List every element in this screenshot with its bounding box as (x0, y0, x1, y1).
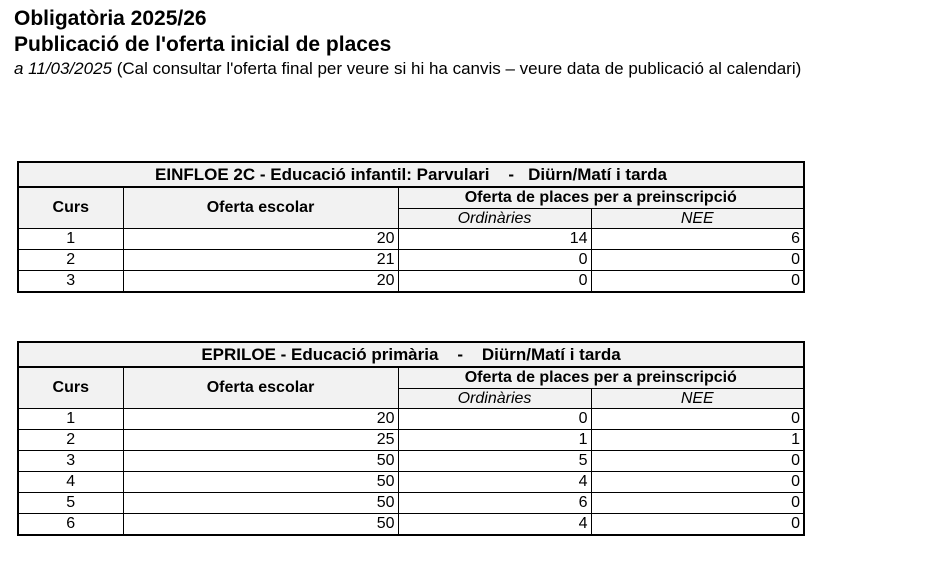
table-row (18, 514, 804, 536)
cell-ordinaries: 4 (398, 472, 591, 493)
cell-oferta: 20 (123, 229, 398, 250)
cell-ordinaries: 6 (398, 493, 591, 514)
col-header-nee: NEE (591, 209, 804, 229)
col-header-oferta-places: Oferta de places per a preinscripció (398, 187, 804, 209)
table-row (18, 430, 804, 451)
cell-curs: 3 (18, 451, 123, 472)
col-header-ordinaries: Ordinàries (398, 209, 591, 229)
col-header-nee: NEE (591, 389, 804, 409)
col-header-oferta-places: Oferta de places per a preinscripció (398, 367, 804, 389)
cell-ordinaries: 4 (398, 514, 591, 536)
cell-oferta: 50 (123, 451, 398, 472)
col-header-oferta-escolar: Oferta escolar (123, 187, 398, 229)
cell-nee: 0 (591, 493, 804, 514)
table-row (18, 409, 804, 430)
cell-oferta: 50 (123, 493, 398, 514)
col-header-curs: Curs (18, 367, 123, 409)
cell-ordinaries: 0 (398, 409, 591, 430)
table-row (18, 493, 804, 514)
cell-curs: 2 (18, 250, 123, 271)
page-header (14, 6, 801, 80)
col-header-curs: Curs (18, 187, 123, 229)
cell-nee: 0 (591, 271, 804, 293)
cell-nee: 1 (591, 430, 804, 451)
cell-curs: 4 (18, 472, 123, 493)
cell-curs: 6 (18, 514, 123, 536)
table-title: EPRILOE - Educació primària - Diürn/Matí i tarda (18, 342, 804, 367)
cell-ordinaries: 0 (398, 271, 591, 293)
cell-curs: 5 (18, 493, 123, 514)
cell-oferta: 21 (123, 250, 398, 271)
publication-date: a 11/03/2025 (14, 59, 112, 78)
cell-nee: 0 (591, 514, 804, 536)
cell-oferta: 20 (123, 271, 398, 293)
cell-curs: 1 (18, 229, 123, 250)
cell-ordinaries: 0 (398, 250, 591, 271)
cell-nee: 6 (591, 229, 804, 250)
cell-ordinaries: 5 (398, 451, 591, 472)
cell-oferta: 20 (123, 409, 398, 430)
cell-oferta: 50 (123, 514, 398, 536)
col-header-oferta-escolar: Oferta escolar (123, 367, 398, 409)
cell-nee: 0 (591, 451, 804, 472)
offer-table-einfloe (17, 161, 805, 293)
cell-oferta: 25 (123, 430, 398, 451)
cell-curs: 2 (18, 430, 123, 451)
cell-oferta: 50 (123, 472, 398, 493)
publication-note (14, 58, 801, 80)
table-row (18, 271, 804, 293)
cell-curs: 3 (18, 271, 123, 293)
cell-ordinaries: 14 (398, 229, 591, 250)
page-subtitle: Publicació de l'oferta inicial de places (14, 33, 392, 56)
publication-note-text: (Cal consultar l'oferta final per veure si hi ha canvis – veure data de publicació al calendari) (112, 59, 802, 78)
table-row (18, 472, 804, 493)
offer-table-epriloe (17, 341, 805, 536)
cell-nee: 0 (591, 250, 804, 271)
cell-ordinaries: 1 (398, 430, 591, 451)
table-title: EINFLOE 2C - Educació infantil: Parvulari - Diürn/Matí i tarda (18, 162, 804, 187)
page-title: Obligatòria 2025/26 (14, 7, 207, 30)
cell-curs: 1 (18, 409, 123, 430)
table-row (18, 250, 804, 271)
col-header-ordinaries: Ordinàries (398, 389, 591, 409)
table-row (18, 451, 804, 472)
cell-nee: 0 (591, 409, 804, 430)
cell-nee: 0 (591, 472, 804, 493)
table-row (18, 229, 804, 250)
